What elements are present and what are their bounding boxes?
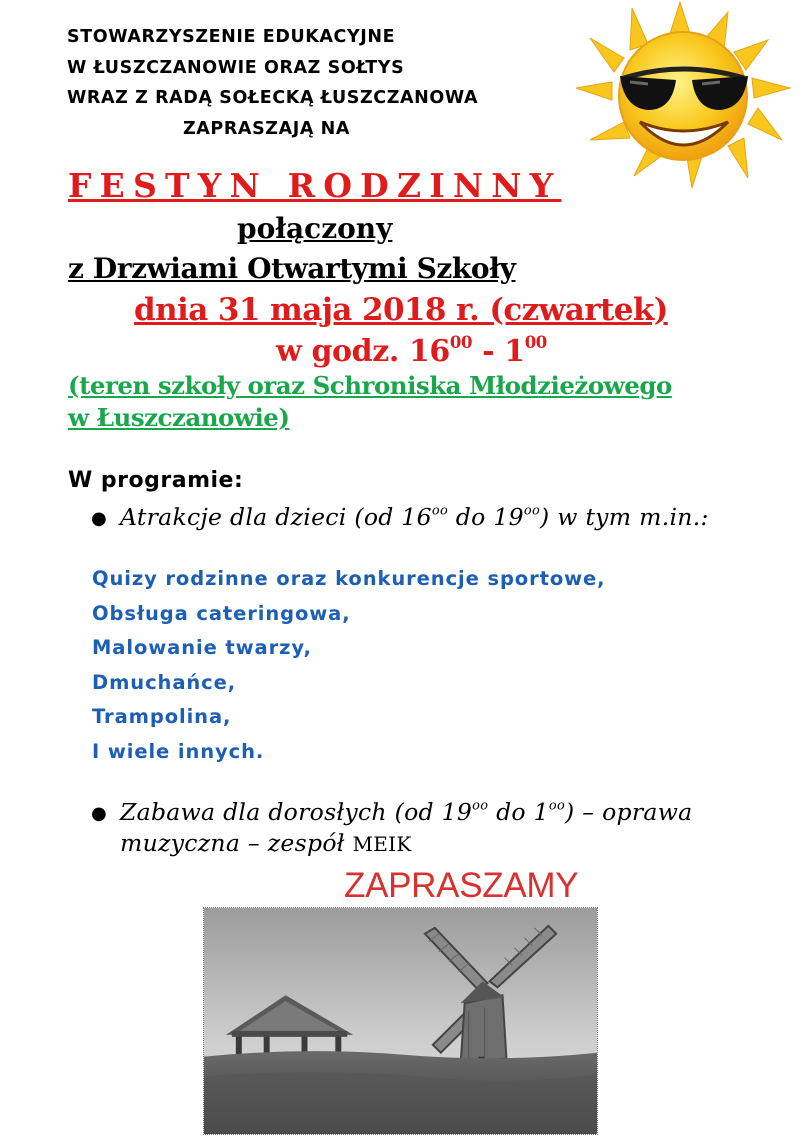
activity-item: Obsługa cateringowa,	[92, 601, 351, 625]
organizer-line-3: WRAZ Z RADĄ SOŁECKĄ ŁUSZCZANOWA	[67, 88, 479, 108]
bullet-icon: ●	[91, 508, 107, 529]
sun-with-sunglasses-icon	[568, 0, 798, 190]
children-text-b: do 19	[448, 503, 524, 531]
organizer-line-4: ZAPRASZAJĄ NA	[183, 118, 351, 139]
activity-item: Dmuchańce,	[92, 670, 237, 694]
event-hours	[276, 332, 547, 372]
activity-item: I wiele innych.	[92, 739, 265, 763]
children-text-a: Atrakcje dla dzieci (od 16	[120, 503, 432, 531]
children-text-c: ) w tym m.in.:	[540, 503, 709, 531]
hours-sup-start: 00	[449, 332, 473, 352]
activities-list	[92, 562, 606, 769]
event-venue	[68, 370, 672, 434]
adults-text-a: Zabawa dla dorosłych (od 19	[120, 798, 473, 826]
adults-text-line2: muzyczna – zespół	[120, 829, 353, 857]
organizer-line-2: W ŁUSZCZANOWIE ORAZ SOŁTYS	[67, 57, 405, 78]
windmill-photo	[203, 907, 598, 1135]
hours-sup-end: 00	[524, 332, 547, 352]
closing-invitation: ZAPRASZAMY	[344, 866, 579, 905]
activity-item: Malowanie twarzy,	[92, 636, 312, 659]
adults-sup-1: oo	[472, 798, 489, 814]
children-sup-1: oo	[431, 503, 449, 519]
adults-sup-2: oo	[548, 798, 566, 814]
program-item-adults	[120, 797, 692, 860]
adults-text-c: ) – oprawa	[565, 798, 693, 826]
bullet-icon: ●	[91, 803, 107, 824]
subtitle-connected: połączony	[237, 212, 393, 245]
venue-line-2: w Łuszczanowie)	[68, 403, 290, 432]
program-item-children	[120, 502, 709, 532]
activity-item: Trampolina,	[92, 705, 232, 728]
organizer-block	[67, 22, 478, 144]
adults-text-b: do 1	[488, 798, 549, 826]
program-heading: W programie:	[68, 468, 244, 493]
children-sup-2: oo	[523, 503, 541, 519]
event-title: FESTYN RODZINNY	[68, 166, 562, 205]
organizer-line-1: STOWARZYSZENIE EDUKACYJNE	[67, 27, 396, 47]
hours-prefix: w godz. 16	[276, 334, 450, 369]
adults-line-1	[120, 797, 692, 828]
subtitle-open-doors: z Drzwiami Otwartymi Szkoły	[68, 252, 516, 285]
hours-sep: - 1	[472, 334, 525, 369]
venue-line-1: (teren szkoły oraz Schroniska Młodzieżowego	[68, 371, 672, 400]
adults-line-2	[120, 828, 692, 860]
activity-item: Quizy rodzinne oraz konkurencje sportowe,	[92, 567, 606, 590]
event-date: dnia 31 maja 2018 r. (czwartek)	[134, 292, 668, 328]
band-name: MEIK	[352, 832, 412, 856]
